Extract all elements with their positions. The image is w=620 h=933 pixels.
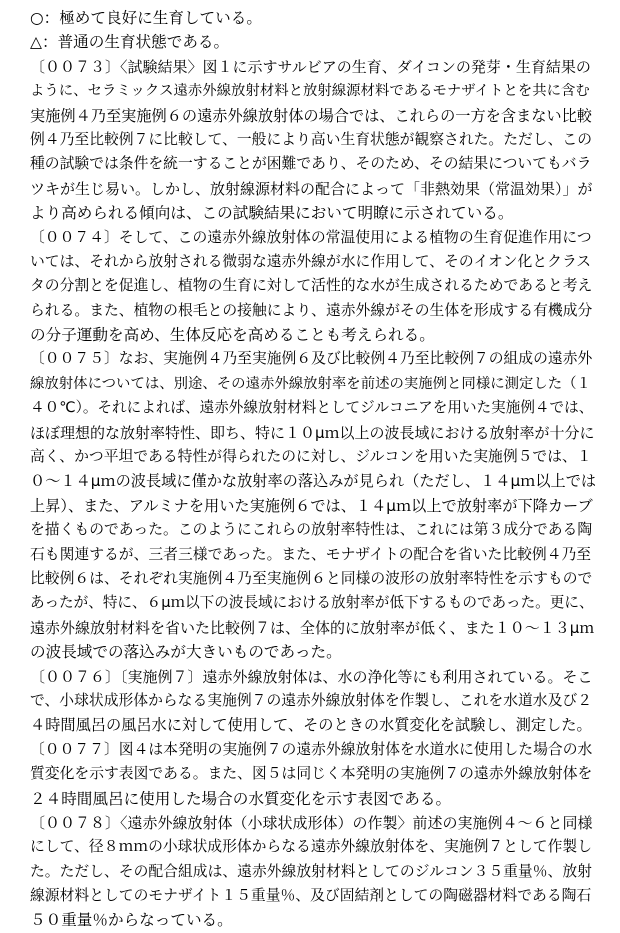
paragraph-0078-line: にして、径８ｍｍの小球状成形体からなる遠赤外線放射体を、実施例７として作製し — [30, 838, 592, 856]
paragraph-0075-line: 〔００７５〕なお、実施例４乃至実施例６及び比較例４乃至比較例７の組成の遠赤外 — [30, 350, 593, 368]
paragraph-0078-line: 線源材料としてのモナザイト１５重量％、及び固結剤としての陶磁器材料である陶石 — [30, 887, 592, 905]
document-page — [30, 6, 596, 933]
paragraph-0077-line: 質変化を示す表図である。また、図５は同じく本発明の実施例７の遠赤外線放射体を — [30, 765, 593, 783]
paragraph-0073-line: 実施例４乃至実施例６の遠赤外線放射体の場合では、これらの一方を含まない比較 — [30, 106, 592, 125]
paragraph-0073-line: より高められる傾向は、この試験結果において明瞭に示されている。 — [30, 204, 514, 223]
paragraph-0074-line: いては、それから放射される微弱な遠赤外線が水に作用して、そのイオン化とクラス — [30, 252, 592, 270]
paragraph-0075-line: 比較例６は、それぞれ実施例４乃至実施例６と同様の波形の放射率特性を示すもので — [30, 569, 593, 587]
text-line-legend-excellent: ○：極めて良好に生育している。 — [30, 9, 262, 27]
paragraph-0075-line: を描くものであった。このようにこれらの放射率特性は、これには第３成分である陶 — [30, 521, 593, 539]
paragraph-0073-line: ように、セラミックス遠赤外線放射材料と放射線源材料であるモナザイトとを共に含む — [30, 83, 590, 100]
paragraph-0075-line: 石も関連するが、三者三様であった。また、モナザイトの配合を省いた比較例４乃至 — [30, 545, 592, 563]
paragraph-0076-line: で、小球状成形体からなる実施例７の遠赤外線放射体を作製し、これを水道水及び２ — [30, 691, 592, 709]
text-line-legend-normal: △：普通の生育状態である。 — [30, 33, 230, 52]
paragraph-0075-line: の波長域での落込みが大きいものであった。 — [30, 643, 342, 662]
paragraph-0076-line: 〔００７６〕〔実施例７〕遠赤外線放射体は、水の浄化等にも利用されている。そこ — [30, 667, 593, 686]
paragraph-0077-line: 〔００７７〕図４は本発明の実施例７の遠赤外線放射体を水道水に使用した場合の水 — [30, 740, 593, 758]
paragraph-0073-line: ツキが生じ易い。しかし、放射線源材料の配合によって「非熱効果（常温効果）」が — [30, 179, 593, 198]
paragraph-0075-line: ほぼ理想的な放射率特性、即ち、特に１０μｍ以上の波長域における放射率が十分に — [30, 423, 595, 442]
paragraph-0073-line: 例４乃至比較例７に比較して、一般により高い生育状態が観察された。ただし、この — [30, 130, 592, 148]
paragraph-0075-line: 線放射体については、別途、その遠赤外線放射率を前述の実施例と同様に測定した（１ — [30, 375, 591, 392]
paragraph-0076-line: ４時間風呂の風呂水に対して使用して、そのときの水質変化を試験し、測定した。 — [30, 716, 592, 735]
paragraph-0074-line: タの分割とを促進し、植物の生育に対して活性的な水が生成されるためであると考え — [30, 277, 593, 295]
paragraph-0074-line: られる。また、植物の根毛との接触により、遠赤外線がその生体を形成する有機成分 — [30, 301, 593, 319]
paragraph-0075-line: 高く、かつ平坦である特性が得られたのに対し、ジルコンを用いた実施例５では、１ — [30, 448, 592, 466]
paragraph-0073-line: 〔００７３〕〈試験結果〉図１に示すサルビアの生育、ダイコンの発芽・生育結果の — [30, 57, 591, 76]
paragraph-0075-line: 上昇）、また、アルミナを用いた実施例６では、１４μｍ以上で放射率が下降カーブ — [30, 496, 593, 515]
paragraph-0075-line: ４０℃）。それによれば、遠赤外線放射材料としてジルコニアを用いた実施例４では、 — [30, 399, 594, 417]
paragraph-0075-line: 遠赤外線放射材料を省いた比較例７は、全体的に放射率が低く、また１０～１３μｍ — [30, 618, 595, 637]
paragraph-0074-line: の分子運動を高め、生体反応を高めることも考えられる。 — [30, 326, 435, 345]
paragraph-0078-line: た。ただし、その配合組成は、遠赤外線放射材料としてのジルコン３５重量％、放射 — [30, 862, 592, 880]
paragraph-0078-line: ５０重量％からなっている。 — [30, 911, 233, 930]
paragraph-0077-line: ２４時間風呂に使用した場合の水質変化を示す表図である。 — [30, 789, 452, 808]
paragraph-0078-line: 〔００７８〕〈遠赤外線放射体（小球状成形体）の作製〉前述の実施例４～６と同様 — [30, 813, 593, 832]
paragraph-0073-line: 種の試験では条件を統一することが困難であり、そのため、その結果についてもバラ — [30, 155, 592, 173]
paragraph-0075-line: ０～１４μｍの波長域に僅かな放射率の落込みが見られ（ただし、１４μｍ以上では — [30, 472, 596, 491]
paragraph-0075-line: あったが、特に、６μｍ以下の波長域における放射率が低下するものであった。更に、 — [30, 594, 594, 612]
paragraph-0074-line: 〔００７４〕そして、この遠赤外線放射体の常温使用による植物の生育促進作用につ — [30, 228, 592, 246]
